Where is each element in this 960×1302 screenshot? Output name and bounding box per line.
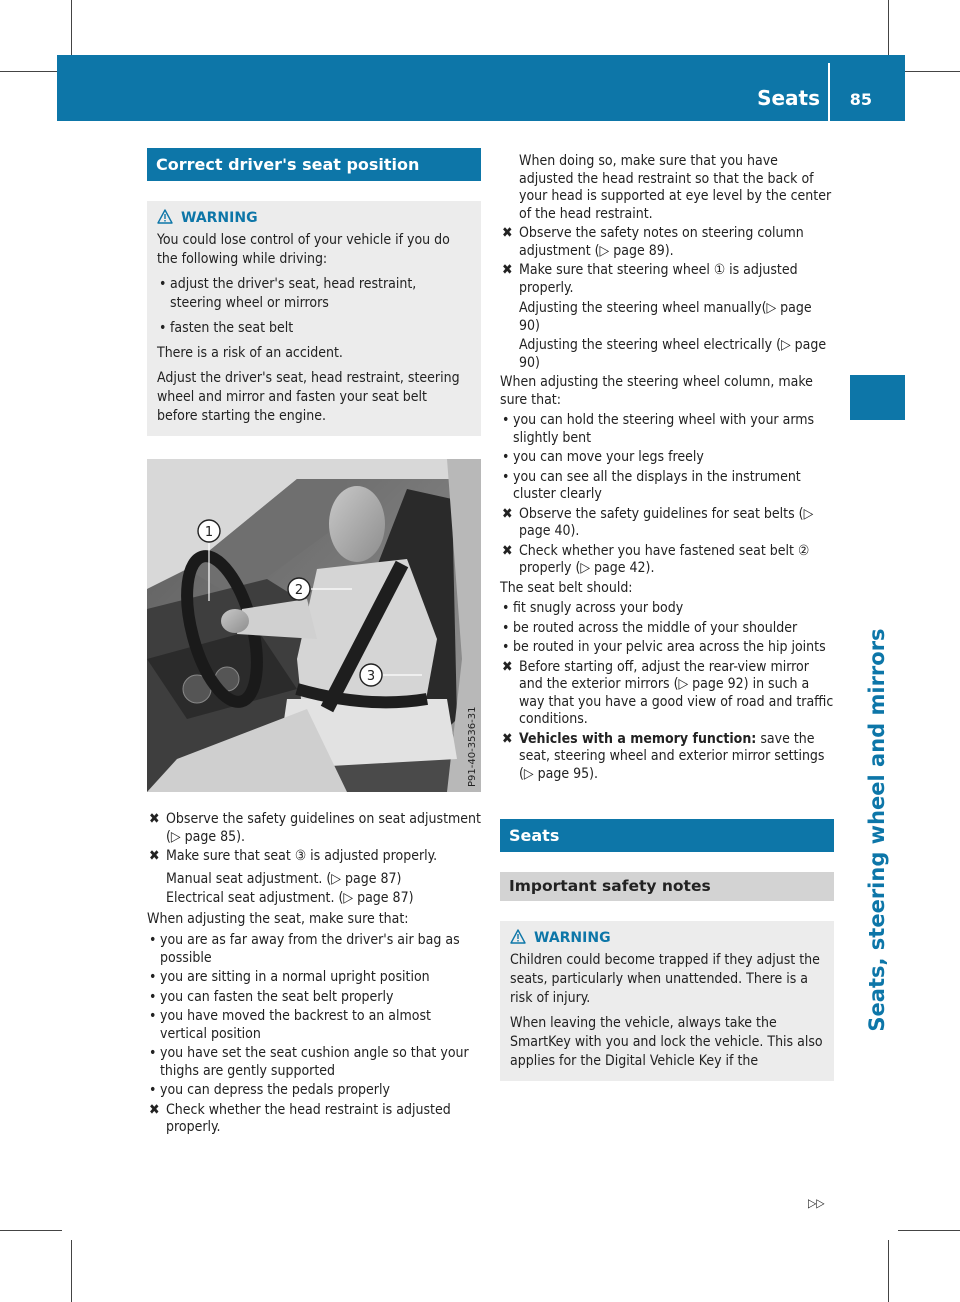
warning-box <box>147 201 481 436</box>
list-item: • be routed across the middle of your shoulder <box>502 619 798 636</box>
section-title: Correct driver's seat position <box>147 148 481 181</box>
paragraph: When adjusting the seat, make sure that: <box>147 910 409 927</box>
list-item: • you are as far away from the driver's air bag as possible <box>149 932 460 966</box>
warning-risk: There is a risk of an accident. <box>157 345 343 361</box>
crop-mark <box>71 0 72 62</box>
list-item: • you can fasten the seat belt properly <box>149 988 394 1005</box>
list-item: • you can depress the pedals properly <box>149 1082 390 1098</box>
left-column <box>147 148 481 1139</box>
warning-box <box>500 921 834 1081</box>
instruction-step: ✖ Check whether you have fastened seat belt ② properly (▷ page 42). <box>502 542 810 576</box>
list-item: • you can move your legs freely <box>502 449 704 465</box>
list-item: • be routed in your pelvic area across the hip joints <box>502 639 826 655</box>
instruction-step: ✖ Make sure that seat ③ is adjusted properly. <box>149 848 438 864</box>
sub-reference: Electrical seat adjustment. (▷ page 87) <box>166 890 414 906</box>
instruction-step: ✖ Vehicles with a memory function: save the seat, steering wheel and exterior mirror settings (▷ page 95). <box>502 730 825 782</box>
header-bar <box>57 55 905 121</box>
header-divider <box>828 63 830 121</box>
list-item: • you have set the seat cushion angle so that your thighs are gently supported <box>149 1045 469 1079</box>
crop-mark <box>888 1240 889 1302</box>
sub-reference: Adjusting the steering wheel electrically (▷ page 90) <box>519 337 827 371</box>
list-item: • fit snugly across your body <box>502 600 684 616</box>
section-title: Seats <box>500 819 834 852</box>
list-item: • fasten the seat belt <box>159 320 294 336</box>
seat-position-figure <box>147 459 481 792</box>
crop-mark <box>898 71 960 72</box>
paragraph: The seat belt should: <box>500 579 633 596</box>
callout-label: 1 <box>204 525 214 540</box>
crop-mark <box>898 1230 960 1231</box>
chapter-tab <box>850 375 905 420</box>
callout-label: 3 <box>366 669 376 684</box>
right-column <box>500 148 834 1081</box>
warning-label: WARNING <box>534 930 611 946</box>
warning-text: When leaving the vehicle, always take the SmartKey with you and lock the vehicle. This also applies for the Digital Vehicle Key if the <box>510 1015 823 1069</box>
instruction-step: ✖ Observe the safety notes on steering column adjustment (▷ page 89). <box>502 225 804 259</box>
list-item: • you are sitting in a normal upright position <box>149 969 430 985</box>
warning-intro: You could lose control of your vehicle if you do the following while driving: <box>157 232 450 267</box>
crop-mark <box>0 1230 62 1231</box>
crop-mark <box>888 0 889 62</box>
warning-action: Adjust the driver's seat, head restraint, steering wheel and mirror and fasten your seat belt before starting the engine. <box>157 370 460 424</box>
instruction-step: ✖ Observe the safety guidelines for seat belts (▷ page 40). <box>502 505 814 539</box>
figure-code: P91-40-3536-31 <box>467 706 478 787</box>
callout-label: 2 <box>294 583 304 598</box>
driver-seat-illustration <box>147 459 481 792</box>
paragraph: When adjusting the steering wheel column, make sure that: <box>500 374 813 408</box>
warning-triangle-icon <box>510 929 526 944</box>
instruction-step: ✖ Before starting off, adjust the rear-view mirror and the exterior mirrors (▷ page 92) in such a way that you have a good view of road and traffic conditions. <box>502 658 834 727</box>
crop-mark <box>0 71 62 72</box>
list-item: • you have moved the backrest to an almost vertical position <box>149 1008 431 1042</box>
paragraph: When doing so, make sure that you have adjusted the head restraint so that the back of your head is supported at eye level by the center of the head restraint. <box>519 153 832 222</box>
warning-triangle-icon <box>157 209 173 224</box>
instruction-step: ✖ Check whether the head restraint is adjusted properly. <box>149 1101 451 1135</box>
list-item: • you can see all the displays in the instrument cluster clearly <box>502 468 801 502</box>
warning-heading <box>157 209 471 228</box>
warning-label: WARNING <box>181 210 258 226</box>
instruction-step: ✖ Make sure that steering wheel ① is adjusted properly. <box>502 262 798 296</box>
sub-reference: Adjusting the steering wheel manually(▷ page 90) <box>519 300 812 334</box>
sub-reference: Manual seat adjustment. (▷ page 87) <box>166 870 402 887</box>
header-title: Seats <box>757 86 820 110</box>
warning-text: Children could become trapped if they adjust the seats, particularly when unattended. There is a risk of injury. <box>510 952 820 1006</box>
page-number: 85 <box>849 90 872 109</box>
list-item: • you can hold the steering wheel with your arms slightly bent <box>502 412 815 446</box>
crop-mark <box>71 1240 72 1302</box>
continued-mark: ▷▷ <box>808 1196 825 1210</box>
warning-heading <box>510 929 824 948</box>
instruction-step: ✖ Observe the safety guidelines on seat adjustment (▷ page 85). <box>149 811 481 845</box>
list-item: • adjust the driver's seat, head restraint, steering wheel or mirrors <box>159 276 417 311</box>
subsection-title: Important safety notes <box>500 872 834 901</box>
